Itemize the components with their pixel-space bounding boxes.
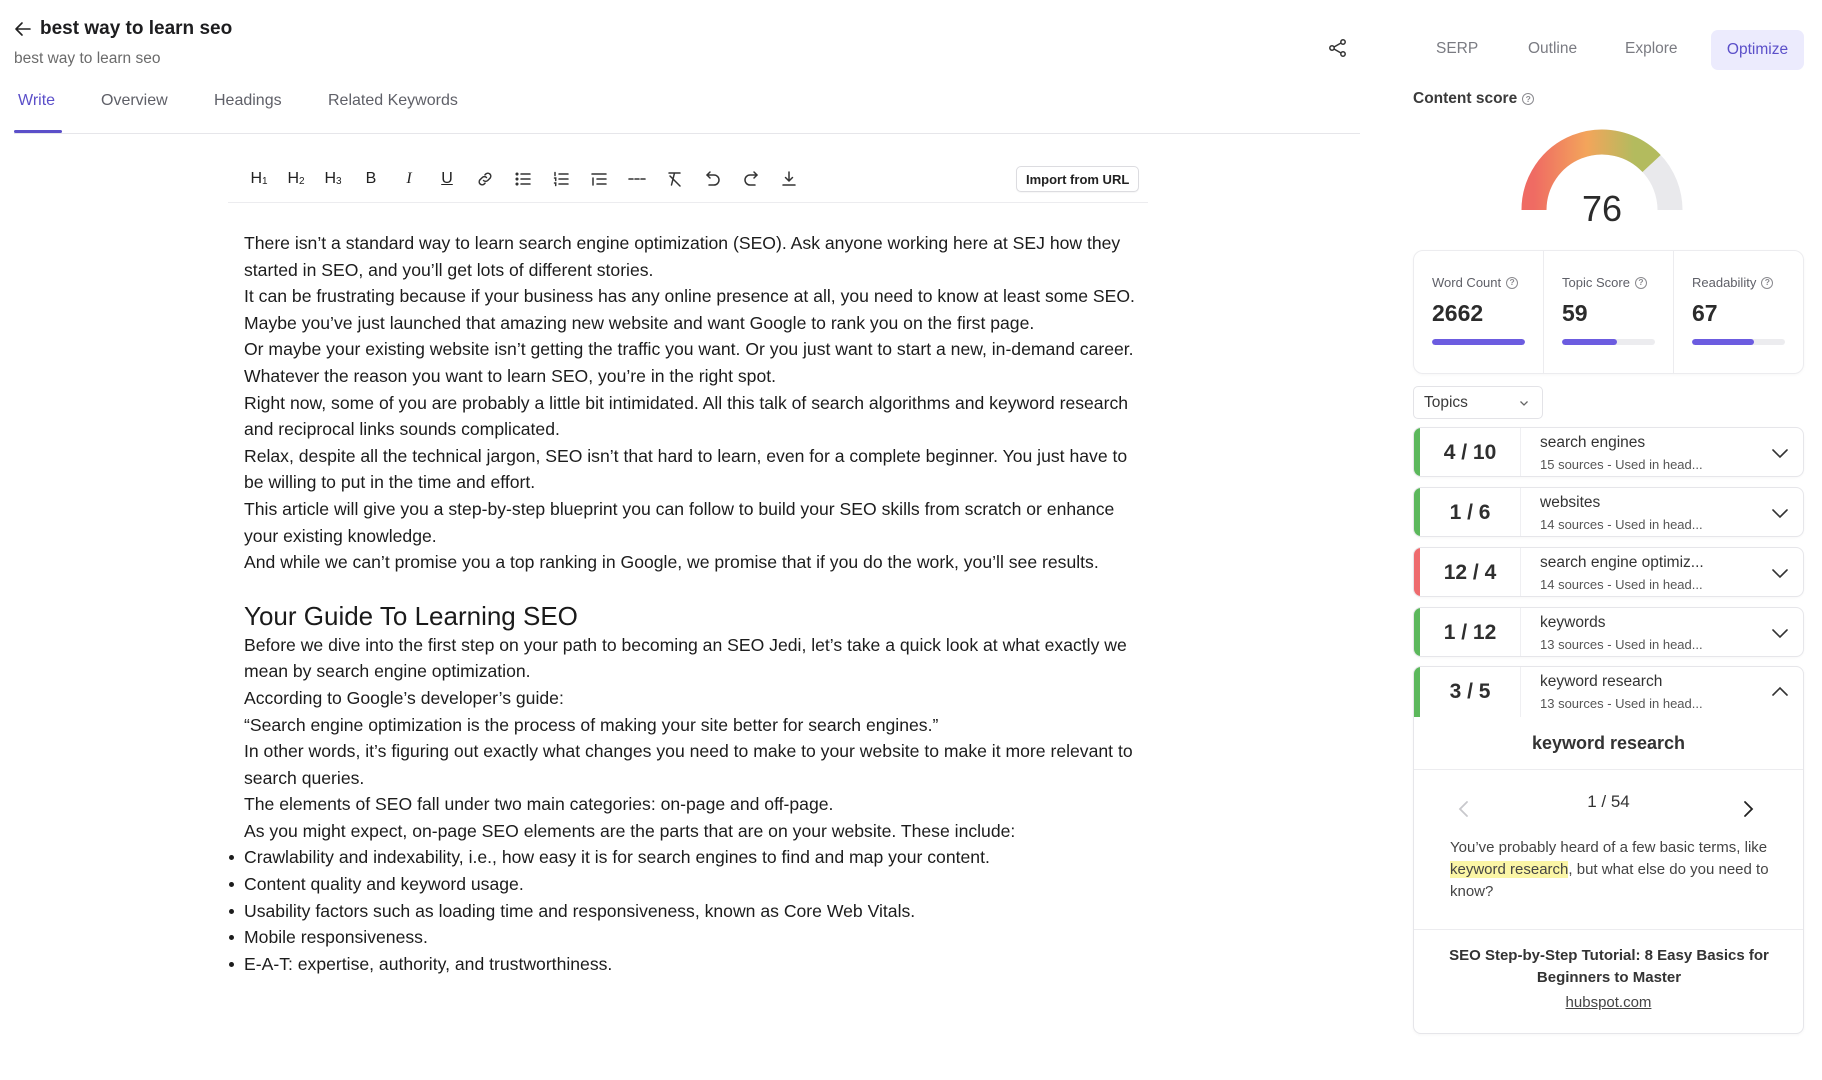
keyword-highlight: keyword research — [1450, 861, 1569, 878]
topic-score: 1 / 6 — [1420, 488, 1521, 537]
editor-toolbar — [228, 160, 1148, 203]
progress-bar — [1692, 339, 1785, 345]
paragraph: Or maybe your existing website isn’t getting the traffic you want. Or you just want to start a new, in-demand career. — [244, 339, 1134, 360]
paragraph: Right now, some of you are probably a little bit intimidated. All this talk of search algorithms and keyword research and reciprocal links sounds complicated. — [244, 392, 1129, 440]
topic-meta: 14 sources - Used in head... — [1540, 517, 1703, 532]
paragraph: Maybe you’ve just launched that amazing new website and want Google to rank you on the first page. — [244, 312, 1035, 333]
help-icon[interactable]: ? — [1761, 277, 1773, 289]
topic-row[interactable] — [1413, 427, 1804, 477]
chevron-down-icon[interactable] — [1769, 502, 1791, 524]
tab-serp[interactable]: SERP — [1436, 40, 1479, 57]
back-arrow-icon[interactable] — [12, 18, 34, 40]
chevron-down-icon[interactable] — [1769, 622, 1791, 644]
topic-row[interactable] — [1413, 547, 1804, 597]
stat-topic-score — [1544, 251, 1674, 373]
content-score-label — [1413, 90, 1534, 108]
snippet-text: You’ve probably heard of a few basic terms, like — [1450, 839, 1768, 856]
topic-meta: 15 sources - Used in head... — [1540, 457, 1703, 472]
help-icon[interactable]: ? — [1522, 93, 1534, 105]
topic-row-expanded — [1413, 666, 1804, 1034]
divider — [1414, 929, 1803, 930]
active-tab-indicator — [14, 130, 62, 133]
help-icon[interactable]: ? — [1506, 277, 1518, 289]
stat-value: 59 — [1562, 300, 1588, 326]
bullet-list — [244, 844, 1144, 977]
chevron-down-icon — [1518, 397, 1530, 409]
content-score-title: Content score — [1413, 90, 1518, 107]
progress-fill — [1562, 339, 1617, 345]
topic-row[interactable] — [1413, 607, 1804, 657]
document-title: best way to learn seo — [40, 18, 233, 39]
link-icon[interactable] — [472, 166, 498, 192]
horizontal-rule-icon[interactable] — [624, 166, 650, 192]
stat-label: Readability — [1692, 275, 1757, 290]
paragraph: In other words, it’s figuring out exactly what changes you need to make to your website to make it more relevant to search queries. — [244, 741, 1133, 788]
tab-related-keywords[interactable]: Related Keywords — [328, 92, 458, 109]
download-icon[interactable] — [776, 166, 802, 192]
redo-icon[interactable] — [738, 166, 764, 192]
clear-format-icon[interactable] — [662, 166, 688, 192]
editor-content[interactable] — [244, 230, 1144, 977]
stats-card — [1413, 250, 1804, 374]
heading-2-icon[interactable]: H $_2$ — [287, 170, 305, 187]
pager-count: 1 / 54 — [1587, 792, 1630, 811]
progress-fill — [1432, 339, 1525, 345]
source-link[interactable]: hubspot.com — [1565, 994, 1652, 1011]
stat-label: Topic Score — [1562, 275, 1630, 290]
tab-write[interactable]: Write — [18, 92, 56, 109]
italic-icon[interactable]: I — [406, 170, 412, 187]
heading-3-icon[interactable]: H $_3$ — [324, 170, 342, 187]
paragraph: And while we can’t promise you a top ranking in Google, we promise that if you do the work, you’ll see results. — [244, 552, 1099, 573]
topic-meta: 13 sources - Used in head... — [1540, 696, 1703, 711]
stat-value: 2662 — [1432, 300, 1484, 326]
paragraph: As you might expect, on-page SEO elements are the parts that are on your website. These include: — [244, 820, 1016, 841]
document-subtitle: best way to learn seo — [14, 50, 161, 67]
tab-optimize[interactable]: Optimize — [1711, 30, 1804, 70]
topics-select-value: Topics — [1424, 393, 1468, 411]
expanded-topic-title: keyword research — [1531, 733, 1686, 753]
topics-filter-select[interactable] — [1413, 386, 1543, 419]
list-item: Crawlability and indexability, i.e., how easy it is for search engines to find and map your content. — [244, 844, 1144, 871]
progress-bar — [1562, 339, 1655, 345]
bullet-list-icon[interactable] — [510, 166, 536, 192]
topic-name: search engine optimiz... — [1540, 554, 1704, 571]
import-from-url-button[interactable]: Import from URL — [1016, 166, 1139, 192]
source-snippet — [1450, 837, 1780, 903]
stat-word-count — [1414, 251, 1544, 373]
tab-outline[interactable]: Outline — [1528, 40, 1578, 57]
editor-tabs — [14, 92, 1360, 134]
undo-icon[interactable] — [700, 166, 726, 192]
chevron-up-icon[interactable] — [1769, 681, 1791, 703]
list-item: Content quality and keyword usage. — [244, 871, 1144, 898]
progress-fill — [1692, 339, 1754, 345]
stat-label: Word Count — [1432, 275, 1502, 290]
paragraph: Before we dive into the first step on your path to becoming an SEO Jedi, let’s take a quick look at what exactly we mean by search engine optimization. — [244, 634, 1127, 682]
indent-list-icon[interactable] — [586, 166, 612, 192]
topic-name[interactable]: keyword research — [1540, 673, 1663, 690]
heading-1-icon[interactable]: H $_1$ — [250, 170, 268, 187]
tab-overview[interactable]: Overview — [101, 92, 168, 109]
topic-name: keywords — [1540, 614, 1606, 631]
source-title: SEO Step-by-Step Tutorial: 8 Easy Basics for Beginners to Master — [1449, 947, 1769, 986]
paragraph: It can be frustrating because if your business has any online presence at all, you need to know at least some SEO. — [244, 286, 1135, 307]
paragraph: The elements of SEO fall under two main categories: on-page and off-page. — [244, 794, 834, 815]
paragraph: According to Google’s developer’s guide: — [244, 687, 564, 708]
list-item: Usability factors such as loading time and responsiveness, known as Core Web Vitals. — [244, 898, 1144, 925]
numbered-list-icon[interactable] — [548, 166, 574, 192]
chevron-down-icon[interactable] — [1769, 562, 1791, 584]
topic-score: 12 / 4 — [1420, 548, 1521, 597]
chevron-right-icon[interactable] — [1738, 797, 1758, 821]
topic-row[interactable] — [1413, 487, 1804, 537]
paragraph: This article will give you a step-by-step blueprint you can follow to build your SEO skills from scratch or enhance your existing knowledge. — [244, 498, 1115, 546]
topic-name: websites — [1540, 494, 1601, 511]
tab-explore[interactable]: Explore — [1625, 40, 1678, 57]
topic-score[interactable]: 3 / 5 — [1420, 667, 1521, 717]
list-item: E-A-T: expertise, authority, and trustworthiness. — [244, 951, 1144, 978]
share-icon[interactable] — [1327, 37, 1349, 59]
topic-score: 1 / 12 — [1420, 608, 1521, 657]
underline-icon[interactable]: U — [441, 170, 453, 187]
paragraph: Whatever the reason you want to learn SEO, you’re in the right spot. — [244, 365, 777, 386]
topic-score: 4 / 10 — [1420, 428, 1521, 477]
section-heading: Your Guide To Learning SEO — [244, 600, 578, 631]
progress-bar — [1432, 339, 1525, 345]
help-icon[interactable]: ? — [1635, 277, 1647, 289]
divider — [1414, 769, 1803, 770]
paragraph: There isn’t a standard way to learn search engine optimization (SEO). Ask anyone working here at SEJ how they started in SEO, and you’ll get lots of different stories. — [244, 233, 1121, 280]
content-score-value: 76 — [1581, 188, 1623, 229]
paragraph: “Search engine optimization is the process of making your site better for search engines.” — [244, 714, 939, 735]
chevron-down-icon[interactable] — [1769, 442, 1791, 464]
topic-meta: 13 sources - Used in head... — [1540, 637, 1703, 652]
topic-name: search engines — [1540, 434, 1646, 451]
list-item: Mobile responsiveness. — [244, 924, 1144, 951]
snippet-text: , but what else do you need to know? — [1450, 861, 1769, 900]
tab-headings[interactable]: Headings — [214, 92, 282, 109]
stat-value: 67 — [1692, 300, 1718, 326]
paragraph: Relax, despite all the technical jargon, SEO isn’t that hard to learn, even for a complete beginner. You just have to be willing to put in the time and effort. — [244, 445, 1128, 493]
stat-readability — [1674, 251, 1803, 373]
topic-meta: 14 sources - Used in head... — [1540, 577, 1703, 592]
bold-icon[interactable]: B — [365, 170, 377, 187]
